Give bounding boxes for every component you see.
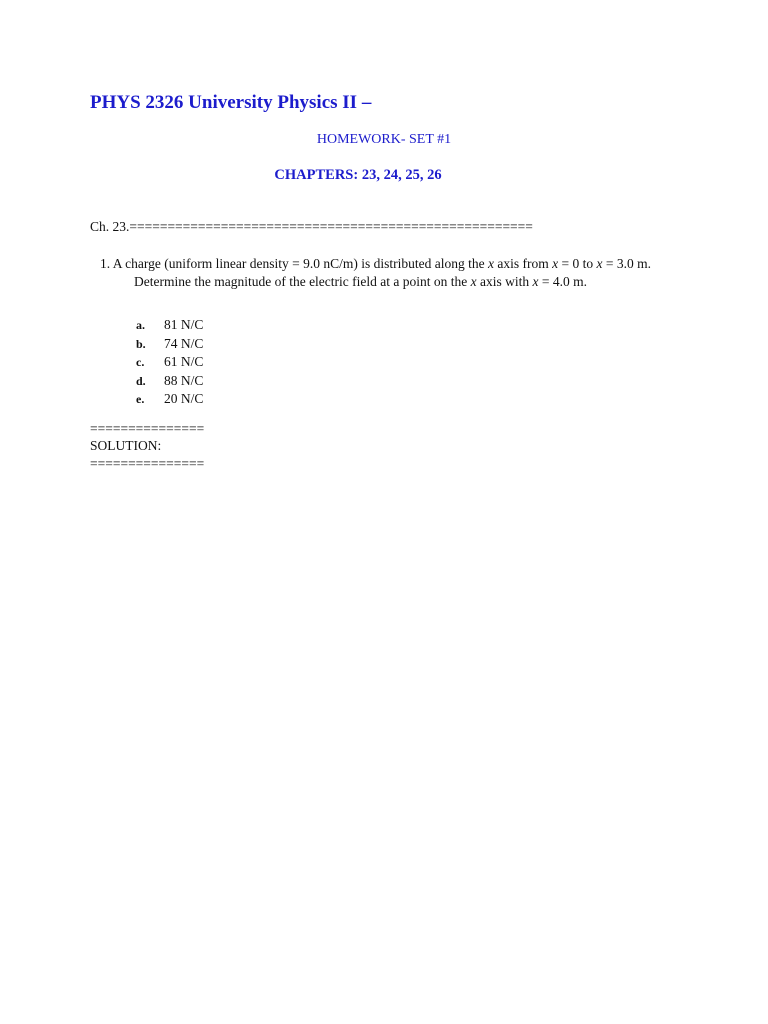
separator-line: =============== (90, 421, 205, 436)
option-c (136, 353, 203, 372)
option-letter: a. (136, 318, 145, 332)
option-text: 20 N/C (164, 391, 204, 406)
variable-x: x (552, 256, 559, 271)
question-text-part: = 3.0 m. Determine the magnitude of the electric field at a point on the (134, 256, 651, 289)
variable-x: x (470, 274, 477, 289)
question-number: 1. (100, 256, 111, 271)
question-text-part: = 0 to (558, 256, 597, 271)
page-title: PHYS 2326 University Physics II – (90, 92, 372, 113)
option-d (136, 372, 203, 391)
question-text-part: A charge (uniform linear density = 9.0 nC/m) is distributed along the (112, 256, 488, 271)
option-text: 74 N/C (164, 335, 204, 351)
section-header: Ch. 23.===================================================== (90, 219, 533, 234)
homework-set-heading: HOMEWORK- SET #1 (316, 132, 452, 147)
variable-x: x (596, 256, 603, 271)
option-letter: d. (136, 373, 146, 388)
option-a (136, 316, 203, 335)
option-text: 88 N/C (164, 372, 204, 388)
variable-x: x (487, 256, 494, 271)
answer-options (136, 316, 203, 409)
question-text (90, 255, 680, 291)
question-1 (90, 255, 680, 291)
option-letter: b. (136, 336, 146, 351)
option-e (136, 390, 203, 409)
option-b (136, 335, 203, 354)
separator-line: =============== (90, 456, 205, 471)
question-text-part: axis from (493, 256, 553, 271)
question-text-part: = 4.0 m. (538, 274, 587, 289)
option-text: 81 N/C (164, 317, 204, 332)
chapters-heading: CHAPTERS: 23, 24, 25, 26 (274, 167, 442, 183)
option-text: 61 N/C (164, 354, 204, 369)
solution-label: SOLUTION: (90, 438, 162, 453)
variable-x: x (532, 274, 539, 289)
question-text-part: axis with (476, 274, 533, 289)
option-letter: e. (136, 392, 145, 406)
option-letter: c. (136, 355, 145, 369)
